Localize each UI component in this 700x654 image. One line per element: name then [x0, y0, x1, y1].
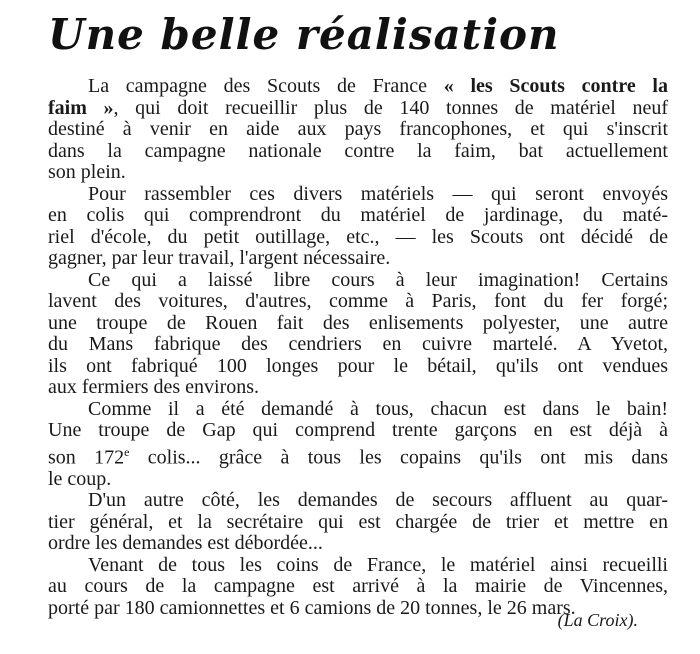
text-segment: dans la campagne nationale contre la faim, bat actuellement	[48, 140, 668, 162]
text-segment: Ce qui a laissé libre cours à leur imagination! Certains	[88, 269, 668, 291]
text-segment: lavent des voitures, d'autres, comme à Paris, font du fer forgé;	[48, 291, 668, 312]
text-line	[48, 512, 668, 534]
text-line	[48, 555, 668, 577]
text-line	[48, 270, 668, 292]
text-segment: Venant de tous les coins de France, le matériel ainsi recueilli	[88, 554, 668, 576]
text-line	[48, 334, 668, 356]
text-line	[48, 469, 668, 491]
text-segment: aux fermiers des environs.	[48, 377, 260, 398]
article-title: Une belle réalisation	[48, 10, 560, 59]
text-line	[48, 356, 668, 378]
text-segment: ordre les demandes est débordée...	[48, 533, 323, 555]
text-segment: , qui doit recueillir plus de 140 tonnes de matériel neuf	[113, 97, 668, 119]
text-segment: riel d'école, du petit outillage, etc., — les Scouts ont décidé de	[48, 226, 668, 248]
text-segment: une troupe de Rouen fait des enlisements polyester, une autre	[48, 312, 668, 334]
text-segment: au cours de la campagne est arrivé à la mairie de Vincennes,	[48, 576, 668, 598]
text-line	[48, 313, 668, 335]
text-line	[48, 141, 668, 163]
text-line	[48, 490, 668, 512]
text-segment: son plein.	[48, 162, 126, 183]
article-source: (La Croix).	[557, 610, 638, 630]
text-segment: La campagne des Scouts de France	[88, 76, 444, 97]
paragraph	[48, 184, 668, 270]
text-line	[48, 533, 668, 555]
paragraph	[48, 399, 668, 491]
text-line	[48, 205, 668, 227]
paragraph	[48, 490, 668, 555]
text-line	[48, 227, 668, 249]
text-segment: Une troupe de Gap qui comprend trente garçons en est déjà à	[48, 420, 668, 441]
text-line	[48, 162, 668, 184]
text-segment: tier général, et la secrétaire qui est chargée de trier et mettre en	[48, 511, 668, 533]
text-line	[48, 399, 668, 421]
text-segment: gagner, par leur travail, l'argent nécessaire.	[48, 248, 391, 269]
text-segment: son 172	[48, 446, 125, 469]
text-line	[48, 76, 668, 98]
paragraph	[48, 270, 668, 399]
text-segment: e	[124, 444, 130, 459]
text-segment: « les Scouts contre la	[443, 76, 668, 97]
article-body	[48, 76, 668, 619]
text-line	[48, 291, 668, 313]
text-segment: ils ont fabriqué 100 longes pour le bétail, qu'ils ont vendues	[48, 355, 668, 377]
text-segment: Pour rassembler ces divers matériels — qui seront envoyés	[88, 183, 668, 205]
text-segment: en colis qui comprendront du matériel de jardinage, du maté-	[48, 205, 668, 226]
paragraph	[48, 76, 668, 184]
text-segment: du Mans fabrique des cendriers en cuivre martelé. A Yvetot,	[48, 334, 668, 355]
text-line	[48, 377, 668, 399]
text-segment: Comme il a été demandé à tous, chacun est dans le bain!	[88, 398, 668, 420]
text-segment: colis... grâce à tous les copains qu'ils ont mis dans	[129, 446, 668, 469]
text-line	[48, 119, 668, 141]
text-line	[48, 576, 668, 598]
text-segment: porté par 180 camionnettes et 6 camions de 20 tonnes, le 26 mars.	[48, 597, 576, 619]
text-segment: faim »	[48, 97, 114, 119]
text-line	[48, 420, 668, 442]
text-line	[48, 184, 668, 206]
text-line	[48, 442, 668, 469]
text-segment: D'un autre côté, les demandes de secours affluent au quar-	[88, 490, 668, 512]
text-segment: le coup.	[48, 468, 112, 490]
text-segment: destiné à venir en aide aux pays francophones, et qui s'inscrit	[48, 119, 668, 140]
text-line	[48, 98, 668, 120]
text-line	[48, 248, 668, 270]
